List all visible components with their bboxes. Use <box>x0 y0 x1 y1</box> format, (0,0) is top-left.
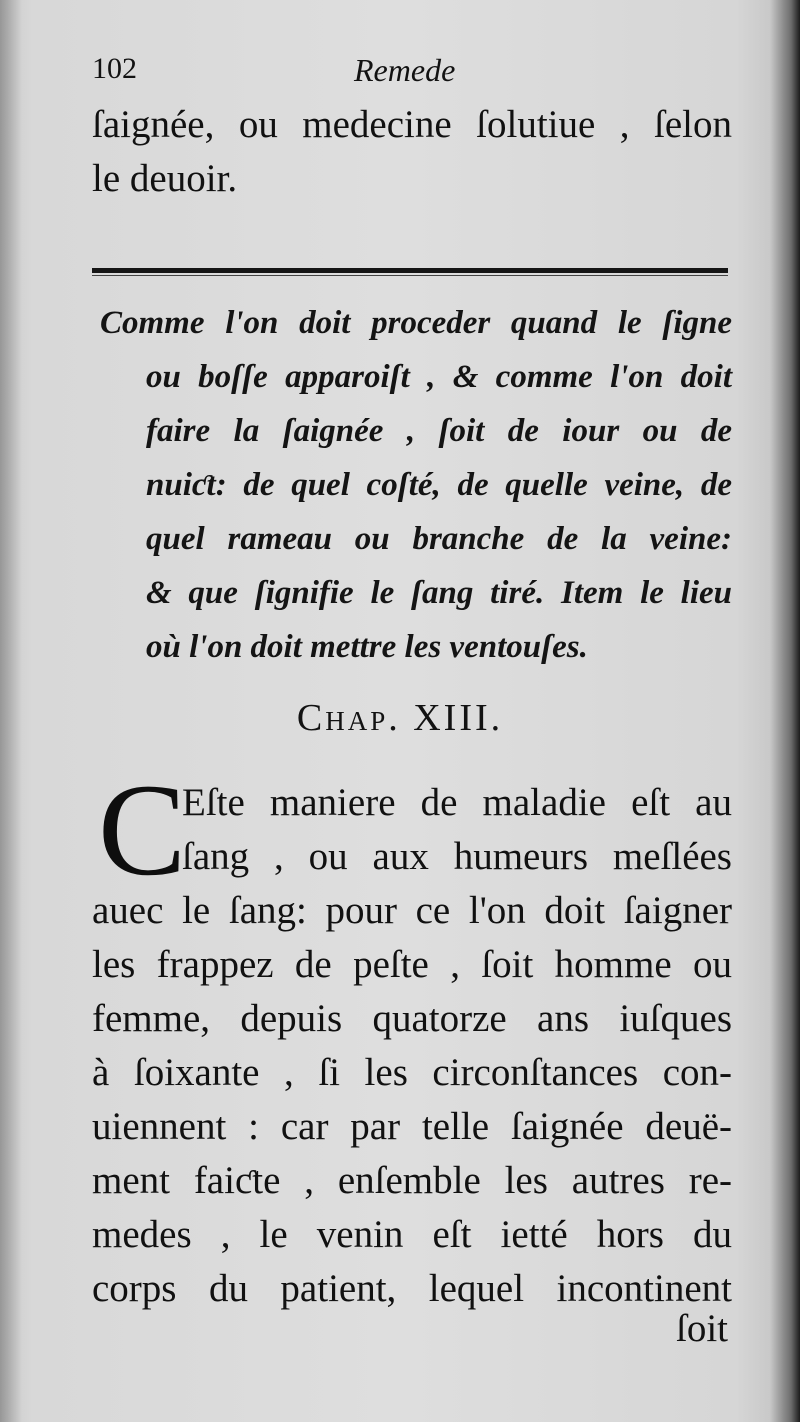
text-line: medes , le venin eſt ietté hors du <box>92 1213 732 1256</box>
text-line: Eſte maniere de maladie eſt au <box>182 781 732 824</box>
text-line: uiennent : car par telle ſaignée deuë- <box>92 1105 732 1148</box>
main-paragraph <box>92 756 732 1316</box>
catchword: ſoit <box>675 1307 728 1350</box>
text-line: femme, depuis quatorze ans iuſques <box>92 997 732 1040</box>
summary-line: Comme l'on doit proceder quand le ſigne <box>100 305 732 341</box>
text-line: le deuoir. <box>92 157 238 200</box>
drop-cap: C <box>98 756 187 903</box>
text-line: corps du patient, lequel incontinent <box>92 1267 732 1310</box>
running-head <box>92 52 732 92</box>
running-title: Remede <box>354 52 456 88</box>
text-line: à ſoixante , ſi les circonſtances con- <box>92 1051 732 1094</box>
summary-line: quel rameau ou branche de la veine: <box>146 521 732 557</box>
text-line: ment faiƈte , enſemble les autres re- <box>92 1159 732 1202</box>
summary-line: ou boſſe apparoiſt , & comme l'on doit <box>146 359 732 395</box>
page-number: 102 <box>92 52 137 85</box>
summary-line: faire la ſaignée , ſoit de iour ou de <box>146 413 732 449</box>
text-line: ſang , ou aux humeurs meſlées <box>182 835 732 878</box>
text-line: auec le ſang: pour ce l'on doit ſaigner <box>92 889 732 932</box>
text-line: les frappez de peſte , ſoit homme ou <box>92 943 732 986</box>
summary-line: & que ſignifie le ſang tiré. Item le lieu <box>146 575 732 611</box>
carry-over-paragraph <box>92 98 732 206</box>
section-rule <box>92 268 728 273</box>
text-line: ſaignée, ou medecine ſolutiue , ſelon <box>92 103 732 146</box>
chapter-heading: Chap. XIII. <box>296 697 504 739</box>
page-right-shadow <box>770 0 800 1422</box>
chapter-summary <box>100 296 732 674</box>
summary-line: nuiƈt: de quel coſté, de quelle veine, de <box>146 467 732 503</box>
summary-line: où l'on doit mettre les ventouſes. <box>146 629 588 665</box>
